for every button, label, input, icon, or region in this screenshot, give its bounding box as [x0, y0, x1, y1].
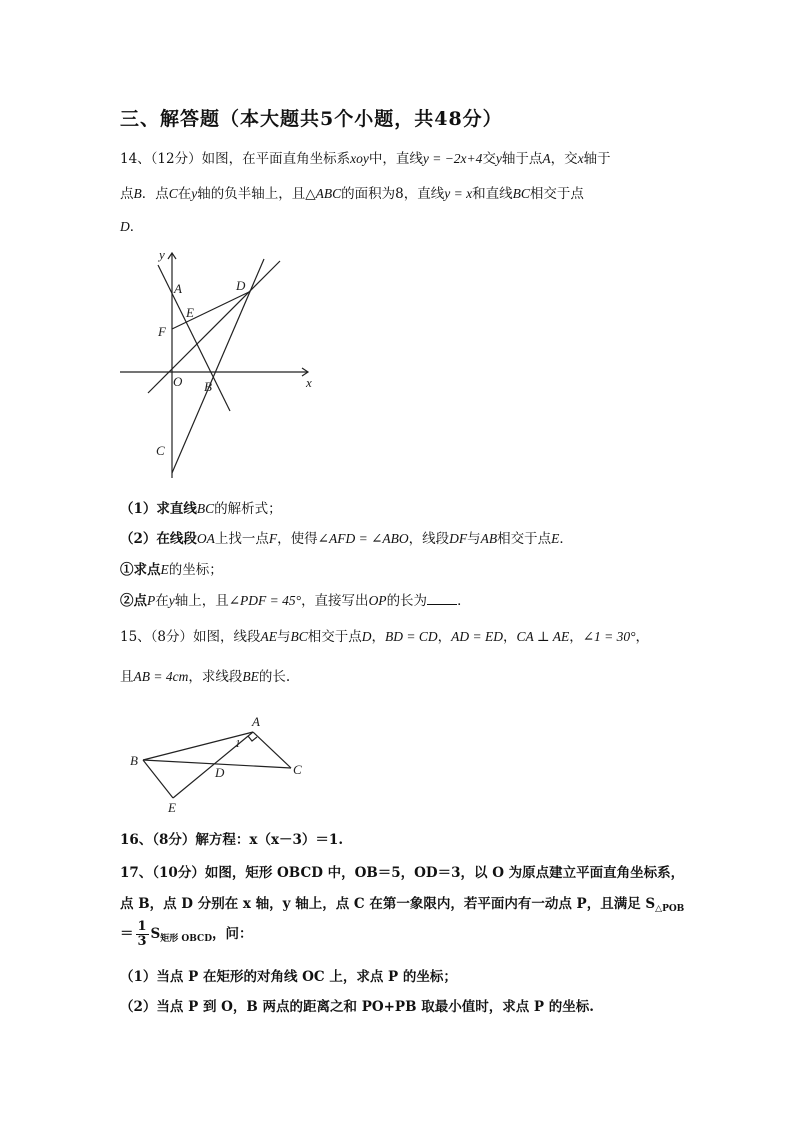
- fig-label-f: F: [158, 324, 166, 339]
- fig15-label-e: E: [168, 800, 176, 815]
- fraction-one-third: $\frac{1}{3}$: [137, 919, 147, 949]
- fig-label-c: C: [156, 443, 165, 458]
- q14-line-3: D．: [120, 219, 144, 235]
- q17-line-3: ＝ $\frac{1}{3}$ $S_{矩形 OBCD}$，问：: [120, 919, 253, 949]
- line-bc: [172, 259, 264, 473]
- q15-figure: [125, 710, 315, 820]
- q14-line-2: 点B．点C在y轴的负半轴上，且△ABC的面积为8，直线y = x和直线BC相交于点: [120, 186, 584, 202]
- q14-sub-2: （2）在线段OA上找一点F，使得∠AFD = ∠ABO，线段DF与AB相交于点E．: [120, 531, 573, 547]
- fig15-label-a: A: [252, 714, 260, 729]
- q17-sub-1: （1）当点 P 在矩形的对角线 OC 上，求点 P 的坐标；: [120, 969, 457, 985]
- q17-line-2: 点 B，点 D 分别在 x 轴，y 轴上，点 C 在第一象限内，若平面内有一动点 P，且满足 $S_{\triangle POB}$: [120, 896, 685, 914]
- fig15-label-c: C: [293, 762, 302, 777]
- segment-ac: [253, 732, 291, 768]
- q14-sub-1: （1）求直线BC的解析式；: [120, 501, 282, 517]
- fig-label-x: x: [306, 375, 312, 390]
- fig15-label-b: B: [130, 753, 138, 768]
- q15-line-1: 15、（8分）如图，线段AE与BC相交于点D，BD = CD，AD = ED，CA ⊥ AE，∠1 = 30°，: [120, 629, 650, 645]
- q17-line-1: 17、（10分）如图，矩形 OBCD 中，OB＝5，OD＝3，以 O 为原点建立平面直角坐标系，: [120, 865, 685, 881]
- section-title: 三、解答题（本大题共5个小题，共48分）: [120, 108, 503, 130]
- q14-line-1: 14、（12分）如图，在平面直角坐标系xoy中，直线y = −2x+4交y轴于点A，交x轴于: [120, 151, 611, 167]
- fig-label-b: B: [204, 379, 212, 394]
- q14-figure: [118, 245, 318, 485]
- answer-blank[interactable]: [427, 592, 457, 605]
- line-df: [172, 292, 249, 329]
- right-angle-mark: [248, 736, 257, 741]
- segment-be: [143, 760, 173, 798]
- fig-label-a: A: [174, 281, 182, 296]
- q15-line-2: 且AB = 4cm，求线段BE的长.: [120, 669, 291, 685]
- fig-label-e: E: [186, 305, 194, 320]
- fig-label-d: D: [236, 278, 246, 293]
- line-ab: [158, 265, 230, 411]
- fig-label-y: y: [159, 247, 165, 262]
- q16-line: 16、（8分）解方程：x（x－3）＝1.: [120, 832, 344, 848]
- fig-label-o: O: [173, 374, 183, 389]
- q14-sub-2-2: ②点P在y轴上，且∠PDF = 45°，直接写出OP的长为 ．: [120, 593, 471, 609]
- fig15-label-d: D: [215, 765, 225, 780]
- fig15-label-angle-1: 1: [235, 738, 241, 750]
- line-y-eq-x: [148, 261, 280, 393]
- q17-sub-2: （2）当点 P 到 O，B 两点的距离之和 PO+PB 取最小值时，求点 P 的坐标.: [120, 999, 594, 1015]
- q14-sub-2-1: ①求点E的坐标；: [120, 562, 223, 578]
